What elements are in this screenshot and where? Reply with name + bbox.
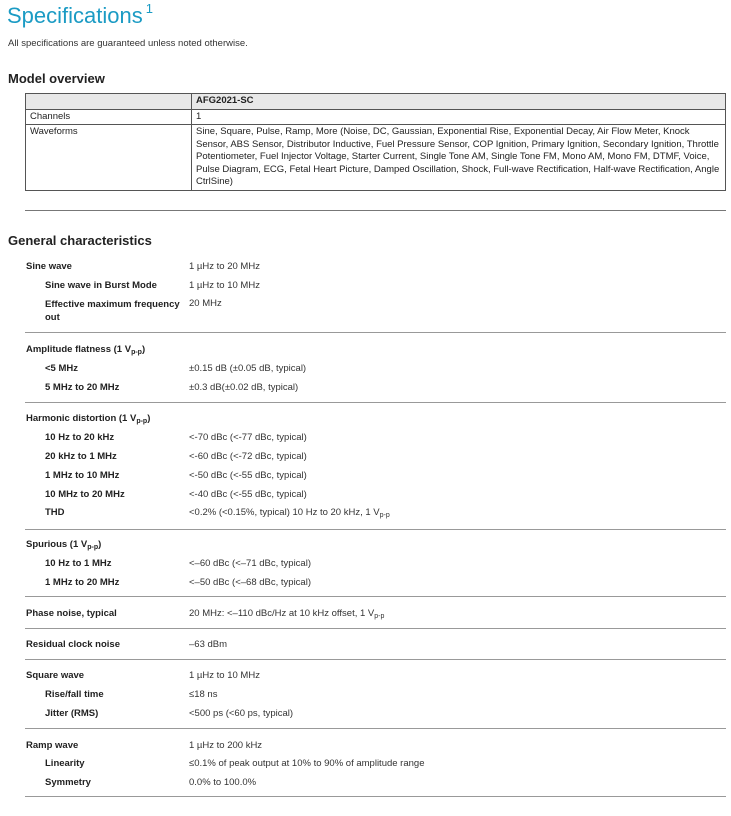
harmonic-distortion-label: Harmonic distortion (1 $V_{p-p}$) (26, 413, 151, 425)
sine-burst-label: Sine wave in Burst Mode (45, 280, 157, 291)
general-characteristics-heading: General characteristics (8, 233, 152, 248)
divider (25, 402, 726, 403)
row-label: Waveforms (26, 125, 192, 191)
divider (25, 728, 726, 729)
row-label: Channels (26, 109, 192, 125)
divider (25, 210, 726, 211)
spurious-label: Spurious (1 $V_{p-p}$) (26, 539, 102, 551)
square-row-label: Rise/fall time (45, 689, 104, 700)
sine-wave-label: Sine wave (26, 261, 72, 272)
thd-label: THD (45, 507, 65, 518)
residual-clock-noise-label: Residual clock noise (26, 639, 120, 650)
model-overview-heading: Model overview (8, 71, 105, 86)
effective-max-frequency-label: Effective maximum frequency out (45, 299, 180, 323)
ramp-row-label: Symmetry (45, 777, 91, 788)
row-value: Sine, Square, Pulse, Ramp, More (Noise, DC, Gaussian, Exponential Rise, Exponential Decay, Air Flow Meter, Knock Sensor, ABS Sensor, Distributor Inductive, Fuel Pressure Sensor, COP Ignition, Primary Ignition, Secondary Ignition, Throttle Potentiometer, Fuel Injector Voltage, Starter Current, Single Tone AM, Single Tone FM, Mono AM, Mono FM, DTMF, Voice, Pulse Diagram, ECG, Fetal Heart Picture, Damped Oscillation, Shock, Full-wave Rectification, Half-wave Rectification, Angle CtrlSine) (192, 125, 726, 191)
harmonic-row-value: <-70 dBc (<-77 dBc, typical) (189, 432, 307, 443)
square-row-label: Jitter (RMS) (45, 708, 99, 719)
ramp-row-label: Linearity (45, 758, 85, 769)
harmonic-row-value: <-40 dBc (<-55 dBc, typical) (189, 489, 307, 500)
divider (25, 529, 726, 530)
sine-burst-value: 1 µHz to 10 MHz (189, 280, 260, 291)
intro-text: All specifications are guaranteed unless noted otherwise. (8, 38, 248, 49)
table-header-row (26, 94, 726, 110)
spurious-row-value: <–50 dBc (<–68 dBc, typical) (189, 577, 311, 588)
square-row-value: <500 ps (<60 ps, typical) (189, 708, 294, 719)
ramp-wave-value: 1 µHz to 200 kHz (189, 740, 263, 751)
square-wave-value: 1 µHz to 10 MHz (189, 670, 260, 681)
harmonic-row-label: 10 Hz to 20 kHz (45, 432, 115, 443)
model-name: AFG2021-SC (192, 94, 726, 110)
row-value: 1 (192, 109, 726, 125)
ramp-row-value: 0.0% to 100.0% (189, 777, 257, 788)
amplitude-flatness-label: Amplitude flatness (1 $V_{p-p}$) (26, 344, 146, 356)
flatness-row-value: ±0.15 dB (±0.05 dB, typical) (189, 363, 307, 374)
phase-noise-label: Phase noise, typical (26, 608, 117, 619)
square-wave-label: Square wave (26, 670, 85, 681)
spurious-row-label: 10 Hz to 1 MHz (45, 558, 112, 569)
harmonic-row-value: <-50 dBc (<-55 dBc, typical) (189, 470, 307, 481)
model-overview-table (25, 93, 726, 191)
divider (25, 659, 726, 660)
harmonic-row-value: <-60 dBc (<-72 dBc, typical) (189, 451, 307, 462)
residual-clock-noise-value: –63 dBm (189, 639, 228, 650)
table-header-empty (26, 94, 192, 110)
footnote-ref: 1 (145, 1, 153, 16)
spurious-row-value: <–60 dBc (<–71 dBc, typical) (189, 558, 311, 569)
flatness-row-label: 5 MHz to 20 MHz (45, 382, 120, 393)
spurious-row-label: 1 MHz to 20 MHz (45, 577, 120, 588)
table-row (26, 109, 726, 125)
page-title: Specifications $^1$ (7, 1, 153, 28)
table-row (26, 125, 726, 191)
ramp-row-value: ≤0.1% of peak output at 10% to 90% of amplitude range (189, 758, 425, 769)
effective-max-frequency-value: 20 MHz (189, 298, 222, 309)
divider (25, 596, 726, 597)
divider (25, 628, 726, 629)
harmonic-row-label: 20 kHz to 1 MHz (45, 451, 117, 462)
square-row-value: ≤18 ns (189, 689, 218, 700)
divider (25, 796, 726, 797)
phase-noise-value: 20 MHz: <–110 dBc/Hz at 10 kHz offset, 1 $V_{p-p}$ (189, 608, 385, 620)
thd-value: <0.2% (<0.15%, typical) 10 Hz to 20 kHz, 1 $V_{p-p}$ (189, 507, 390, 519)
divider (25, 332, 726, 333)
harmonic-row-label: 1 MHz to 10 MHz (45, 470, 120, 481)
ramp-wave-label: Ramp wave (26, 740, 79, 751)
sine-wave-value: 1 µHz to 20 MHz (189, 261, 260, 272)
flatness-row-label: <5 MHz (45, 363, 78, 374)
harmonic-row-label: 10 MHz to 20 MHz (45, 489, 125, 500)
flatness-row-value: ±0.3 dB(±0.02 dB, typical) (189, 382, 299, 393)
